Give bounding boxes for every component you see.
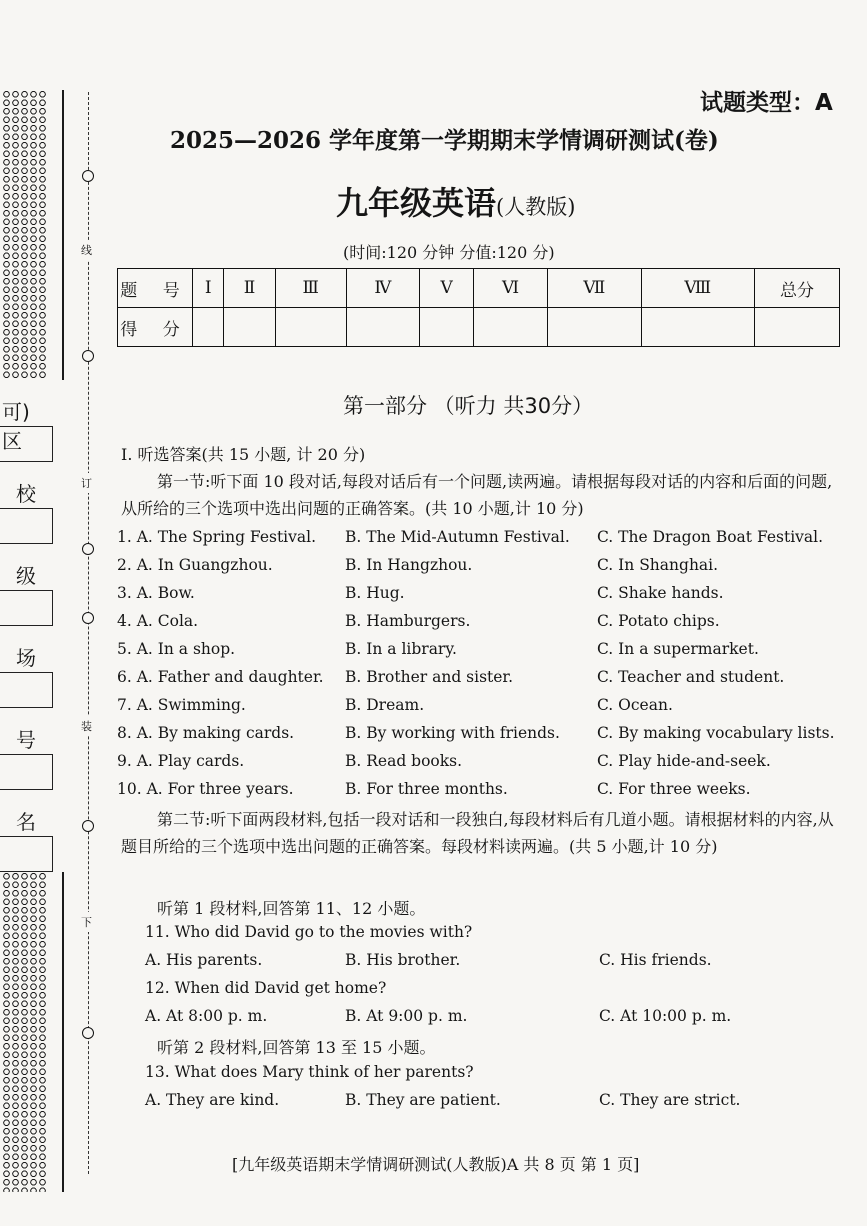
field-class-box[interactable] (0, 590, 53, 626)
question-row (117, 612, 837, 636)
field-exam-number-box[interactable] (0, 754, 53, 790)
binding-margin (0, 0, 110, 1226)
option-b: B. Hamburgers. (345, 612, 471, 630)
option-b: B. For three months. (345, 780, 508, 798)
option-b: B. His brother. (345, 951, 461, 969)
option-a: 8. A. By making cards. (117, 724, 295, 742)
option-b: B. Brother and sister. (345, 668, 514, 686)
option-b: B. Read books. (345, 752, 463, 770)
score-input-cell[interactable] (641, 308, 754, 347)
binding-dot-pattern-top (2, 90, 48, 380)
cut-mark: 装 (81, 716, 92, 736)
question-row (117, 1007, 837, 1031)
score-input-cell[interactable] (474, 308, 548, 347)
score-input-cell[interactable] (755, 308, 840, 347)
score-input-cell[interactable] (193, 308, 224, 347)
score-table (117, 268, 840, 347)
question-row (117, 1091, 837, 1115)
option-a: 9. A. Play cards. (117, 752, 245, 770)
material-2-note: 听第 2 段材料,回答第 13 至 15 小题。 (157, 1038, 436, 1057)
binding-hole (82, 350, 94, 362)
option-b: B. By working with friends. (345, 724, 560, 742)
question-row (117, 979, 837, 1003)
option-c: C. Potato chips. (597, 612, 720, 630)
part-title: 第一部分 （听力 共30分） (343, 394, 594, 418)
question-row (117, 556, 837, 580)
option-a: 4. A. Cola. (117, 612, 199, 630)
score-table-header-row (118, 269, 840, 308)
question-type: 试题类型：A (700, 90, 833, 116)
score-input-cell[interactable] (275, 308, 346, 347)
field-district: 可) 区 (0, 396, 54, 479)
question-row (117, 668, 837, 692)
score-table-cell: Ⅰ (193, 269, 224, 308)
field-school-box[interactable] (0, 508, 53, 544)
option-b: B. The Mid-Autumn Festival. (345, 528, 570, 546)
question-row (117, 752, 837, 776)
question-stem: 13. What does Mary think of her parents? (145, 1063, 474, 1081)
score-table-cell: Ⅱ (224, 269, 275, 308)
option-b: B. Hug. (345, 584, 405, 602)
score-table-cell: Ⅳ (346, 269, 419, 308)
option-c: C. The Dragon Boat Festival. (597, 528, 824, 546)
option-c: C. Shake hands. (597, 584, 724, 602)
question-row (117, 951, 837, 975)
field-exam-room-box[interactable] (0, 672, 53, 708)
option-b: B. They are patient. (345, 1091, 501, 1109)
score-input-cell[interactable] (224, 308, 275, 347)
material-1-note: 听第 1 段材料,回答第 11、12 小题。 (157, 899, 426, 918)
time-score-line: (时间:120 分钟 分值:120 分) (343, 243, 555, 262)
field-exam-number: 号 (0, 724, 54, 807)
score-table-cell: 题 号 (118, 269, 193, 308)
option-b: B. At 9:00 p. m. (345, 1007, 468, 1025)
question-row (117, 640, 837, 664)
question-stem: 12. When did David get home? (145, 979, 387, 997)
score-input-cell[interactable] (420, 308, 474, 347)
option-a: 6. A. Father and daughter. (117, 668, 324, 686)
edition-label: (人教版) (496, 195, 576, 219)
option-c: C. In Shanghai. (597, 556, 719, 574)
option-a: A. At 8:00 p. m. (145, 1007, 268, 1025)
page-footer: [九年级英语期末学情调研测试(人教版)A 共 8 页 第 1 页] (232, 1155, 640, 1174)
option-b: B. Dream. (345, 696, 425, 714)
binding-hole (82, 820, 94, 832)
option-c: C. His friends. (599, 951, 712, 969)
section-title: Ⅰ. 听选答案(共 15 小题, 计 20 分) (121, 445, 366, 464)
option-c: C. Play hide-and-seek. (597, 752, 771, 770)
score-table-cell: 总分 (755, 269, 840, 308)
option-a: 7. A. Swimming. (117, 696, 246, 714)
question-row (117, 696, 837, 720)
score-table-row-label: 得 分 (118, 308, 193, 347)
option-c: C. They are strict. (599, 1091, 741, 1109)
section2-instructions: 第二节:听下面两段材料,包括一段对话和一段独白,每段材料后有几道小题。请根据材料的内容,从题目所给的三个选项中选出问题的正确答案。每段材料读两遍。(共 5 小题,计 10 分) (121, 810, 834, 856)
field-exam-room: 场 (0, 642, 54, 725)
score-input-cell[interactable] (346, 308, 419, 347)
option-c: C. In a supermarket. (597, 640, 759, 658)
section1-instructions: 第一节:听下面 10 段对话,每段对话后有一个问题,读两遍。请根据每段对话的内容和后面的问题,从所给的三个选项中选出问题的正确答案。(共 10 小题,计 10 分) (121, 472, 833, 518)
field-name-box[interactable] (0, 836, 53, 872)
field-name: 名 (0, 806, 54, 889)
option-a: 5. A. In a shop. (117, 640, 236, 658)
cut-mark: 下 (81, 912, 92, 932)
option-b: B. In Hangzhou. (345, 556, 473, 574)
cut-mark: 订 (81, 473, 92, 493)
question-row (117, 528, 837, 552)
binding-hole (82, 170, 94, 182)
option-c: C. At 10:00 p. m. (599, 1007, 732, 1025)
score-table-cell: Ⅴ (420, 269, 474, 308)
score-table-cell: Ⅶ (548, 269, 642, 308)
option-b: B. In a library. (345, 640, 457, 658)
cut-mark: 线 (81, 240, 92, 260)
question-row (117, 780, 837, 804)
field-school: 校 (0, 478, 54, 561)
option-c: C. Ocean. (597, 696, 673, 714)
question-row (117, 584, 837, 608)
score-table-cell: Ⅵ (474, 269, 548, 308)
binding-hole (82, 1027, 94, 1039)
subject-title: 九年级英语(人教版) (336, 184, 576, 222)
score-input-cell[interactable] (548, 308, 642, 347)
binding-hole (82, 612, 94, 624)
option-c: C. By making vocabulary lists. (597, 724, 835, 742)
question-row (117, 1063, 837, 1087)
question-stem: 11. Who did David go to the movies with? (145, 923, 473, 941)
question-row (117, 923, 837, 947)
option-a: 10. A. For three years. (117, 780, 294, 798)
option-c: C. For three weeks. (597, 780, 751, 798)
binding-line-bottom (62, 872, 64, 1192)
option-c: C. Teacher and student. (597, 668, 785, 686)
option-a: 3. A. Bow. (117, 584, 195, 602)
score-table-cell: Ⅲ (275, 269, 346, 308)
question-row (117, 724, 837, 748)
field-district-box[interactable] (0, 426, 53, 462)
score-table-score-row (118, 308, 840, 347)
option-a: A. His parents. (145, 951, 263, 969)
option-a: 1. A. The Spring Festival. (117, 528, 317, 546)
option-a: A. They are kind. (145, 1091, 280, 1109)
binding-hole (82, 543, 94, 555)
exam-title: 2025—2026 学年度第一学期期末学情调研测试(卷) (170, 127, 719, 154)
binding-dot-pattern-bottom (2, 872, 48, 1192)
binding-line-top (62, 90, 64, 380)
field-class: 级 (0, 560, 54, 643)
option-a: 2. A. In Guangzhou. (117, 556, 273, 574)
score-table-cell: Ⅷ (641, 269, 754, 308)
